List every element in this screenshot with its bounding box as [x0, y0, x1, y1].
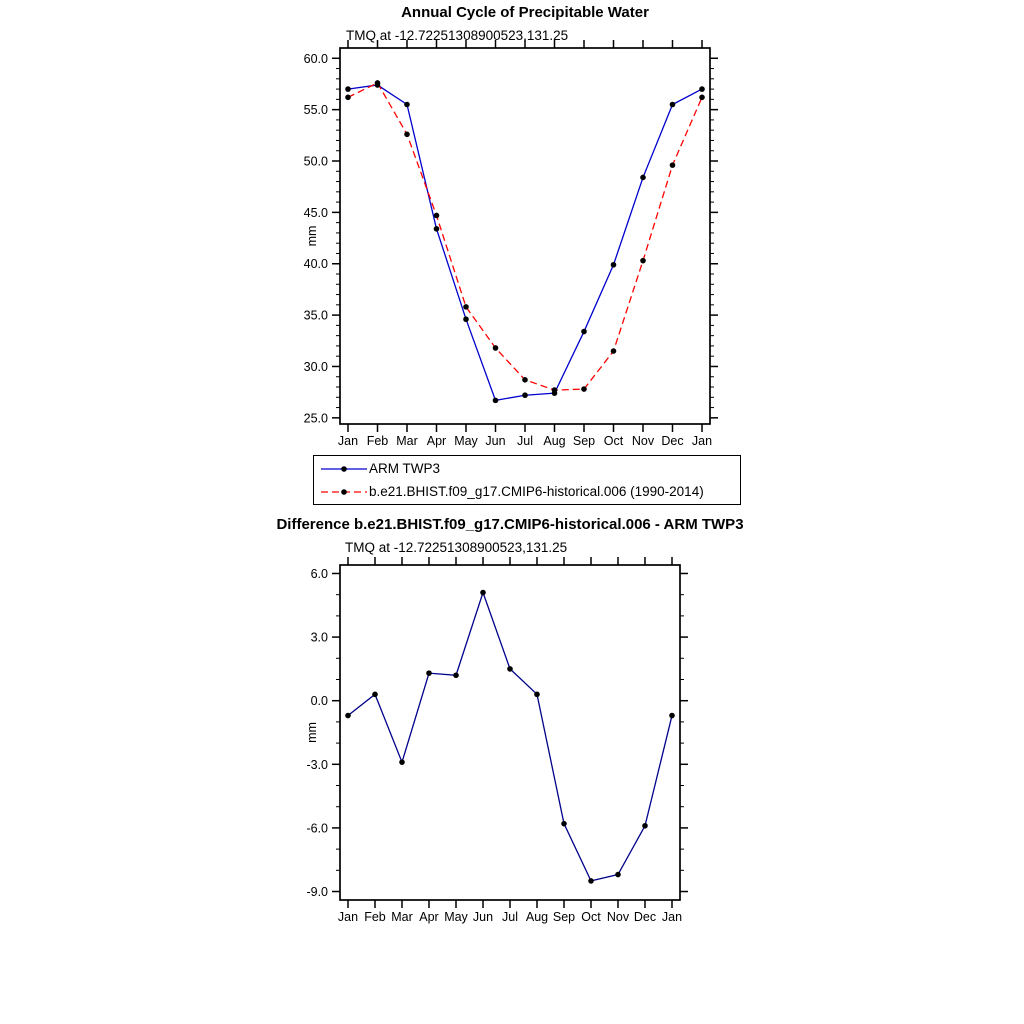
- data-marker: [611, 262, 617, 268]
- y-tick-label: 35.0: [303, 308, 328, 323]
- chart2-title: Difference b.e21.BHIST.f09_g17.CMIP6-historical.006 - ARM TWP3: [276, 516, 744, 533]
- x-tick-label: Oct: [603, 434, 624, 448]
- data-marker: [375, 80, 381, 86]
- y-tick-label: 6.0: [310, 566, 328, 581]
- legend-label: b.e21.BHIST.f09_g17.CMIP6-historical.006 (1990-2014): [369, 484, 704, 499]
- y-axis-label: mm: [305, 225, 319, 247]
- x-tick-label: Mar: [396, 434, 418, 448]
- series-line: [348, 83, 702, 390]
- x-tick-label: Jul: [502, 910, 518, 924]
- y-tick-label: 50.0: [303, 154, 328, 169]
- x-tick-label: Feb: [366, 434, 389, 448]
- data-marker: [493, 345, 499, 351]
- legend-label: ARM TWP3: [369, 461, 441, 476]
- data-marker: [699, 95, 705, 101]
- x-tick-label: Aug: [543, 434, 566, 448]
- data-marker: [463, 304, 469, 310]
- x-tick-label: Nov: [631, 434, 655, 448]
- x-tick-label: Jan: [661, 910, 683, 924]
- y-axis-label: mm: [305, 722, 319, 743]
- data-marker: [463, 316, 469, 322]
- data-marker: [522, 392, 528, 398]
- x-tick-label: Oct: [581, 910, 601, 924]
- x-tick-label: May: [444, 910, 468, 924]
- x-tick-label: Jan: [691, 434, 713, 448]
- legend-line-sample-dashed: [321, 487, 367, 497]
- data-marker: [434, 213, 440, 219]
- data-marker: [453, 672, 459, 678]
- y-tick-label: 30.0: [303, 359, 328, 374]
- x-tick-label: Jun: [472, 910, 494, 924]
- legend-entry-arm-twp3: [321, 457, 740, 480]
- data-marker: [404, 131, 410, 137]
- data-marker: [493, 398, 499, 404]
- legend-line-sample-solid: [321, 464, 367, 474]
- data-marker: [534, 692, 540, 698]
- x-tick-label: Jan: [337, 434, 359, 448]
- data-marker: [615, 872, 621, 878]
- data-marker: [670, 102, 676, 108]
- data-marker: [399, 759, 405, 765]
- y-tick-label: -6.0: [306, 821, 328, 836]
- x-tick-label: May: [454, 434, 478, 448]
- y-tick-label: -9.0: [306, 885, 328, 900]
- chart1-legend: [313, 455, 741, 505]
- series-line: [348, 593, 672, 881]
- y-tick-label: 45.0: [303, 205, 328, 220]
- data-marker: [640, 258, 646, 264]
- data-marker: [404, 102, 410, 108]
- plot-box: [340, 48, 710, 424]
- data-marker: [522, 377, 528, 383]
- x-tick-label: Sep: [552, 910, 576, 924]
- x-tick-label: Apr: [426, 434, 447, 448]
- data-marker: [345, 86, 351, 92]
- data-marker: [581, 386, 587, 392]
- legend-sample-marker: [341, 489, 347, 495]
- data-marker: [345, 713, 351, 719]
- y-tick-label: -3.0: [306, 757, 328, 772]
- data-marker: [581, 329, 587, 335]
- data-marker: [552, 387, 558, 393]
- data-marker: [561, 821, 567, 827]
- data-marker: [670, 162, 676, 168]
- legend-sample-marker: [341, 466, 347, 472]
- data-marker: [434, 226, 440, 232]
- x-tick-label: Mar: [391, 910, 413, 924]
- y-tick-label: 40.0: [303, 257, 328, 272]
- x-tick-label: Sep: [572, 434, 596, 448]
- series-line: [348, 85, 702, 400]
- x-tick-label: Aug: [525, 910, 549, 924]
- data-marker: [642, 823, 648, 829]
- chart1-title: Annual Cycle of Precipitable Water: [401, 4, 649, 21]
- data-marker: [669, 713, 675, 719]
- data-marker: [507, 666, 513, 672]
- legend-entry-model: [321, 480, 740, 503]
- x-tick-label: Nov: [606, 910, 630, 924]
- x-tick-label: Dec: [661, 434, 684, 448]
- data-marker: [372, 692, 378, 698]
- plot-box: [340, 565, 680, 900]
- x-tick-label: Jun: [485, 434, 506, 448]
- data-marker: [611, 348, 617, 354]
- x-tick-label: Jul: [517, 434, 533, 448]
- data-marker: [699, 86, 705, 92]
- data-marker: [426, 670, 432, 676]
- chart1-subtitle: TMQ at -12.72251308900523,131.25: [346, 28, 569, 43]
- x-tick-label: Feb: [364, 910, 386, 924]
- y-tick-label: 0.0: [310, 694, 328, 709]
- x-tick-label: Apr: [419, 910, 439, 924]
- data-marker: [345, 95, 351, 101]
- data-marker: [588, 878, 594, 884]
- y-tick-label: 55.0: [303, 103, 328, 118]
- y-tick-label: 3.0: [310, 630, 328, 645]
- x-tick-label: Jan: [337, 910, 359, 924]
- y-tick-label: 60.0: [303, 51, 328, 66]
- x-tick-label: Dec: [633, 910, 657, 924]
- data-marker: [480, 590, 486, 596]
- data-marker: [640, 175, 646, 181]
- chart2-subtitle: TMQ at -12.72251308900523,131.25: [345, 540, 568, 555]
- y-tick-label: 25.0: [303, 411, 328, 426]
